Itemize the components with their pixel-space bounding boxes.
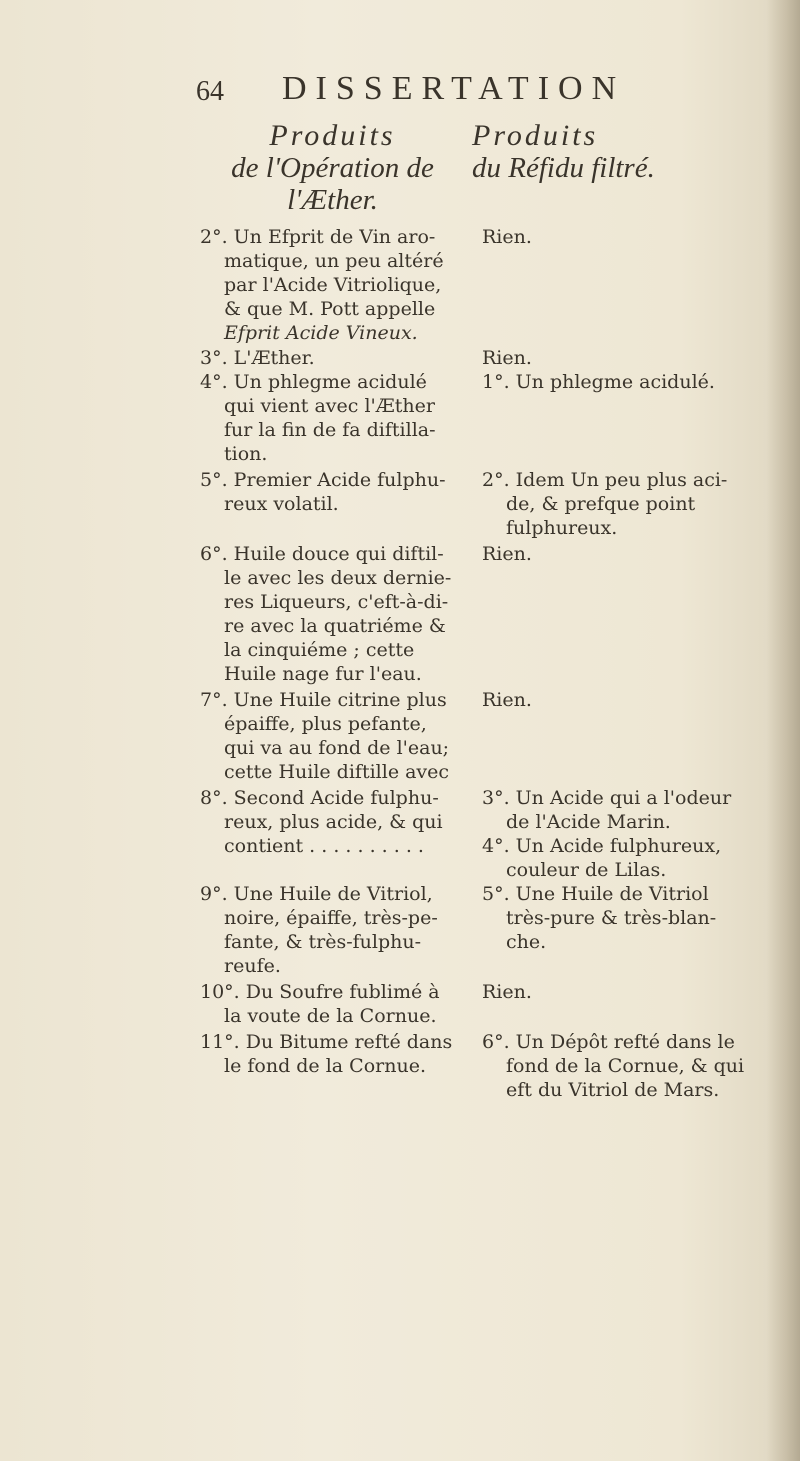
right-item bbox=[482, 834, 782, 882]
text-line: 11°. Du Bitume refté dans bbox=[200, 1031, 453, 1053]
left-item-10 bbox=[200, 980, 465, 1028]
text-line: Huile nage fur l'eau. bbox=[224, 663, 422, 685]
text-line: & que M. Pott appelle bbox=[224, 298, 436, 320]
text-line: tion. bbox=[224, 443, 268, 465]
text-line: reux volatil. bbox=[224, 493, 339, 515]
text-line: Rien. bbox=[482, 347, 532, 369]
text-line: contient . . . . . . . . . . bbox=[224, 835, 424, 857]
right-heading-line: du Réfidu filtré. bbox=[472, 152, 655, 184]
left-item-2 bbox=[200, 225, 465, 345]
left-item-3 bbox=[200, 346, 465, 370]
right-heading-line: Produits bbox=[472, 119, 599, 152]
text-line: de, & prefque point bbox=[506, 493, 696, 515]
text-line: qui vient avec l'Æther bbox=[224, 395, 435, 417]
text-line: fond de la Cornue, & qui bbox=[506, 1055, 745, 1077]
text-line: 2°. Un Efprit de Vin aro- bbox=[200, 226, 436, 248]
text-line: Efprit Acide Vineux. bbox=[224, 322, 418, 344]
text-line: fur la fin de fa diftilla- bbox=[224, 419, 436, 441]
text-line: 5°. Une Huile de Vitriol bbox=[482, 883, 709, 905]
text-line: re avec la quatriéme & bbox=[224, 615, 446, 637]
right-item bbox=[482, 468, 782, 540]
text-line: couleur de Lilas. bbox=[506, 859, 667, 881]
text-line: le avec les deux dernie- bbox=[224, 567, 452, 589]
text-line: la voute de la Cornue. bbox=[224, 1005, 437, 1027]
text-line: Rien. bbox=[482, 543, 532, 565]
text-line: cette Huile diftille avec bbox=[224, 761, 450, 783]
text-line: 6°. Un Dépôt refté dans le bbox=[482, 1031, 735, 1053]
text-line: de l'Acide Marin. bbox=[506, 811, 671, 833]
text-line: noire, épaiffe, très-pe- bbox=[224, 907, 438, 929]
text-line: 6°. Huile douce qui diftil- bbox=[200, 543, 444, 565]
right-item bbox=[482, 225, 782, 249]
left-column-heading bbox=[200, 120, 465, 216]
right-column-heading bbox=[472, 120, 800, 184]
right-item bbox=[482, 1030, 782, 1102]
left-item-5 bbox=[200, 468, 465, 516]
left-heading-line: de l'Opération de bbox=[231, 152, 434, 184]
right-item bbox=[482, 346, 782, 370]
left-item-7 bbox=[200, 688, 465, 784]
left-heading-line: Produits bbox=[269, 119, 396, 152]
text-line: 8°. Second Acide fulphu- bbox=[200, 787, 439, 809]
left-item-9 bbox=[200, 882, 465, 978]
text-line: 4°. Un Acide fulphureux, bbox=[482, 835, 722, 857]
text-line: res Liqueurs, c'eft-à-di- bbox=[224, 591, 449, 613]
left-item-4 bbox=[200, 370, 465, 466]
text-line: eft du Vitriol de Mars. bbox=[506, 1079, 720, 1101]
text-line: 10°. Du Soufre fublimé à bbox=[200, 981, 440, 1003]
text-line: la cinquiéme ; cette bbox=[224, 639, 415, 661]
right-item bbox=[482, 688, 782, 712]
text-line: Rien. bbox=[482, 981, 532, 1003]
left-item-6 bbox=[200, 542, 465, 686]
page-edge-shadow bbox=[766, 0, 800, 1461]
text-line: très-pure & très-blan- bbox=[506, 907, 717, 929]
text-line: 4°. Un phlegme acidulé bbox=[200, 371, 427, 393]
text-line: qui va au fond de l'eau; bbox=[224, 737, 450, 759]
text-line: 9°. Une Huile de Vitriol, bbox=[200, 883, 433, 905]
right-item bbox=[482, 786, 782, 834]
text-line: fante, & très-fulphu- bbox=[224, 931, 422, 953]
page-number: 64 bbox=[196, 76, 224, 107]
text-line: 7°. Une Huile citrine plus bbox=[200, 689, 447, 711]
right-item bbox=[482, 370, 782, 394]
left-heading-line: l'Æther. bbox=[287, 184, 378, 216]
right-item bbox=[482, 980, 782, 1004]
text-line: Rien. bbox=[482, 689, 532, 711]
right-item bbox=[482, 882, 782, 954]
text-line: reux, plus acide, & qui bbox=[224, 811, 443, 833]
text-line: 3°. Un Acide qui a l'odeur bbox=[482, 787, 732, 809]
left-item-11 bbox=[200, 1030, 465, 1078]
text-line: par l'Acide Vitriolique, bbox=[224, 274, 442, 296]
text-line: épaiffe, plus pefante, bbox=[224, 713, 427, 735]
text-line: reufe. bbox=[224, 955, 281, 977]
left-item-8 bbox=[200, 786, 465, 858]
text-line: 2°. Idem Un peu plus aci- bbox=[482, 469, 728, 491]
text-line: matique, un peu altéré bbox=[224, 250, 444, 272]
text-line: 5°. Premier Acide fulphu- bbox=[200, 469, 446, 491]
text-line: che. bbox=[506, 931, 547, 953]
right-item bbox=[482, 542, 782, 566]
running-title: DISSERTATION bbox=[282, 70, 626, 107]
text-line: 1°. Un phlegme acidulé. bbox=[482, 371, 715, 393]
text-line: le fond de la Cornue. bbox=[224, 1055, 426, 1077]
text-line: fulphureux. bbox=[506, 517, 618, 539]
text-line: Rien. bbox=[482, 226, 532, 248]
text-line: 3°. L'Æther. bbox=[200, 347, 315, 369]
